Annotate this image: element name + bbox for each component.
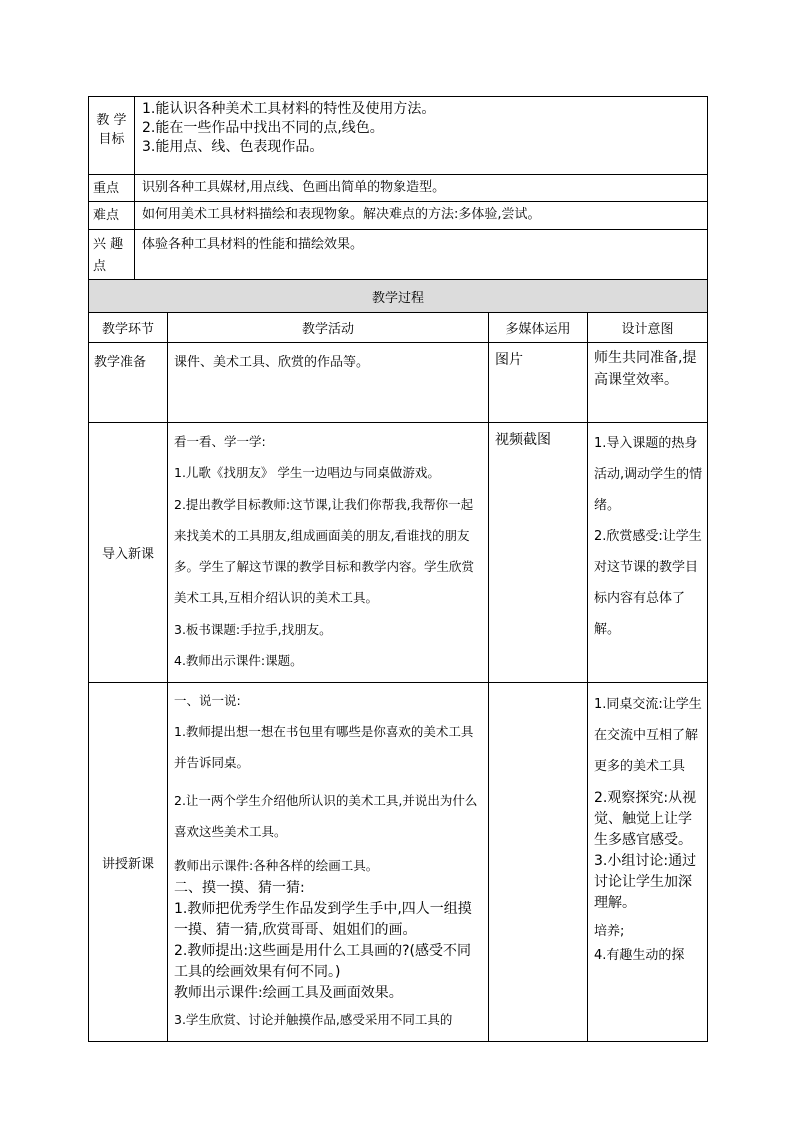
teach-intent-item: 2.观察探究:从视觉、触觉上让学生多感官感受。 (594, 790, 697, 848)
prep-stage: 教学准备 (89, 343, 168, 423)
objectives-table (88, 96, 708, 280)
teach-intent-item: 4.有趣生动的探 (594, 948, 685, 963)
objective-item: 3.能用点、线、色表现作品。 (142, 139, 324, 155)
objectives-label-line1: 教 学 (96, 113, 127, 128)
interest-label-line2: 点 (93, 259, 107, 274)
objectives-label-line2: 目标 (98, 132, 125, 147)
intro-activity-item: 看一看、学一学: (174, 434, 266, 449)
interest-label (89, 230, 135, 280)
objectives-row (89, 97, 708, 175)
teach-activity-item: 2.教师提出:这些画是用什么工具画的?(感受不同工具的绘画效果有何不同。) (174, 943, 471, 980)
objectives-content (135, 97, 708, 175)
prep-intent: 师生共同准备,提高课堂效率。 (588, 343, 708, 423)
teach-stage: 讲授新课 (89, 683, 168, 1042)
prep-activity: 课件、美术工具、欣赏的作品等。 (168, 343, 489, 423)
header-intent: 设计意图 (588, 313, 708, 343)
teach-activity-item: 教师出示课件:各种各样的绘画工具。 (174, 858, 379, 873)
intro-activity-item: 1.儿歌《找朋友》 学生一边唱边与同桌做游戏。 (174, 465, 440, 480)
key-point-label: 重点 (89, 175, 135, 202)
process-header-row (89, 313, 708, 343)
intro-activity-item: 2.提出教学目标教师:这节课,让我们你帮我,我帮你一起来找美术的工具朋友,组成画面美的朋友,看谁找的朋友多。学生了解这节课的教学目标和教学内容。学生欣赏美术工具,互相介绍认识的美术工具。 (174, 497, 475, 605)
intro-stage: 导入新课 (89, 423, 168, 683)
intro-activity-item: 4.教师出示课件:课题。 (174, 653, 303, 668)
teach-activity-item: 2.让一两个学生介绍他所认识的美术工具,并说出为什么喜欢这些美术工具。 (174, 793, 478, 839)
teach-intent-item: 3.小组讨论:通过讨论让学生加深理解。 (594, 853, 697, 911)
difficulty-text: 如何用美术工具材料描绘和表现物象。解决难点的方法:多体验,尝试。 (135, 202, 708, 230)
teach-intent-item: 培养; (594, 924, 625, 939)
interest-row (89, 230, 708, 280)
teach-activity-item: 1.教师提出想一想在书包里有哪些是你喜欢的美术工具并告诉同桌。 (174, 724, 474, 770)
teach-media (489, 683, 588, 1042)
process-title: 教学过程 (89, 280, 708, 313)
process-table (88, 279, 708, 1042)
intro-intent (588, 423, 708, 683)
key-point-text: 识别各种工具媒材,用点线、色画出简单的物象造型。 (135, 175, 708, 202)
header-activity: 教学活动 (168, 313, 489, 343)
prep-media: 图片 (489, 343, 588, 423)
header-media: 多媒体运用 (489, 313, 588, 343)
key-point-row (89, 175, 708, 202)
prep-row (89, 343, 708, 423)
process-title-row (89, 280, 708, 313)
objectives-label (89, 97, 135, 175)
teach-activity-item: 一、说一说: (174, 693, 241, 708)
interest-label-line1: 兴 趣 (93, 237, 124, 252)
teach-intent-item: 1.同桌交流:让学生在交流中互相了解更多的美术工具 (594, 697, 702, 774)
teach-activity (168, 683, 489, 1042)
intro-intent-item: 2.欣赏感受:让学生对这节课的教学目标内容有总体了解。 (594, 529, 702, 637)
objective-item: 2.能在一些作品中找出不同的点,线色。 (142, 120, 384, 136)
teach-intent (588, 683, 708, 1042)
teach-row (89, 683, 708, 1042)
teach-activity-item: 二、摸一摸、猜一猜: (174, 880, 305, 896)
teach-activity-item: 3.学生欣赏、讨论并触摸作品,感受采用不同工具的 (174, 1012, 453, 1027)
intro-intent-item: 1.导入课题的热身活动,调动学生的情绪。 (594, 436, 703, 513)
intro-activity-item: 3.板书课题:手拉手,找朋友。 (174, 622, 332, 637)
teach-activity-item: 1.教师把优秀学生作品发到学生手中,四人一组摸一摸、猜一猜,欣赏哥哥、姐姐们的画。 (174, 901, 472, 938)
interest-text: 体验各种工具材料的性能和描绘效果。 (135, 230, 708, 280)
difficulty-row (89, 202, 708, 230)
intro-activity (168, 423, 489, 683)
difficulty-label: 难点 (89, 202, 135, 230)
objective-item: 1.能认识各种美术工具材料的特性及使用方法。 (142, 101, 436, 117)
intro-row (89, 423, 708, 683)
intro-media: 视频截图 (489, 423, 588, 683)
teach-activity-item: 教师出示课件:绘画工具及画面效果。 (174, 985, 403, 1001)
header-stage: 教学环节 (89, 313, 168, 343)
